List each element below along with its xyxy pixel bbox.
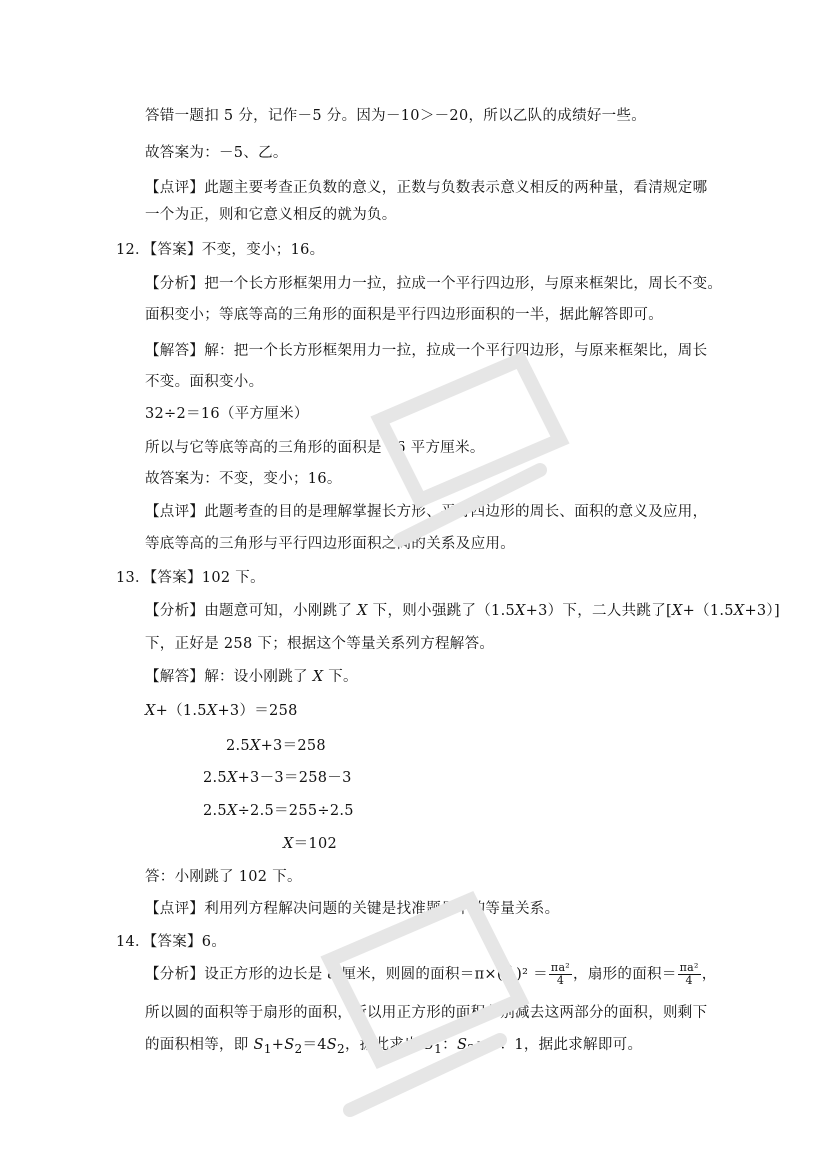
text-line: 等底等高的三角形与平行四边形面积之间的关系及应用。 — [145, 536, 515, 552]
text-line: 所以与它等底等高的三角形的面积是 16 平方厘米。 — [145, 440, 485, 456]
text-line: 答：小刚跳了 102 下。 — [145, 869, 302, 885]
text-line: 所以圆的面积等于扇形的面积，所以用正方形的面积分别减去这两部分的面积，则剩下 — [145, 1005, 708, 1021]
text-line: 一个为正，则和它意义相反的就为负。 — [145, 207, 397, 223]
text-line: 【解答】解：把一个长方形框架用力一拉，拉成一个平行四边形，与原来框架比，周长 — [145, 343, 708, 359]
text-line: 故答案为：－5、乙。 — [145, 145, 288, 161]
text-line: 不变。面积变小。 — [145, 374, 264, 390]
answer-heading-14: 14．【答案】6。 — [116, 934, 227, 950]
text-line: 【点评】此题考查的目的是理解掌握长方形、平行四边形的周长、面积的意义及应用， — [145, 504, 708, 520]
text-line: 故答案为：不变，变小；16。 — [145, 471, 342, 487]
equation-line: X＝102 — [283, 836, 338, 852]
text-line: 的面积相等，即 $S_1+S_2=4S_2$，据此求出 $S_1$：$S_2=3$：1，据此求解即可。 — [145, 1037, 643, 1056]
equation-line: X+（1.5X+3）＝258 — [145, 703, 298, 719]
equation-line: 2.5X+3＝258 — [226, 738, 326, 754]
equation-line: 2.5X÷2.5＝255÷2.5 — [203, 803, 354, 819]
text-line: 答错一题扣 5 分，记作－5 分。因为－10＞－20，所以乙队的成绩好一些。 — [145, 108, 647, 124]
text-line: 32÷2＝16（平方厘米） — [145, 406, 309, 422]
text-line: 【分析】把一个长方形框架用力一拉，拉成一个平行四边形，与原来框架比，周长不变。 — [145, 276, 723, 292]
text-line: 【解答】解：设小刚跳了 X 下。 — [145, 669, 358, 685]
text-line: 【分析】设正方形的边长是 a 厘米，则圆的面积＝π×( $\frac{a}{2}$ )² ＝ $\frac{\text{πa²}}{4}$ ，扇形的面积＝ $\frac{\text{πa²}}{4}$ ， — [145, 961, 717, 987]
text-line: 面积变小；等底等高的三角形的面积是平行四边形面积的一半，据此解答即可。 — [145, 307, 663, 323]
answer-heading-13: 13．【答案】102 下。 — [116, 570, 265, 586]
equation-line: 2.5X+3－3＝258－3 — [203, 770, 352, 786]
fraction: $\frac{a}{2}$ — [505, 961, 514, 987]
text-line: 【点评】利用列方程解决问题的关键是找准题目中的等量关系。 — [145, 901, 560, 917]
text-line: 【分析】由题意可知，小刚跳了 X 下，则小强跳了（1.5X+3）下，二人共跳了[X+（1.5X+3）] — [145, 603, 780, 619]
fraction: $\frac{\text{πa²}}{4}$ — [550, 961, 571, 987]
text-line: 下，正好是 258 下；根据这个等量关系列方程解答。 — [145, 636, 495, 652]
fraction: $\frac{\text{πa²}}{4}$ — [679, 961, 699, 987]
text-line: 【点评】此题主要考查正负数的意义，正数与负数表示意义相反的两种量，看清规定哪 — [145, 180, 708, 196]
answer-heading-12: 12．【答案】不变，变小；16。 — [116, 242, 325, 258]
